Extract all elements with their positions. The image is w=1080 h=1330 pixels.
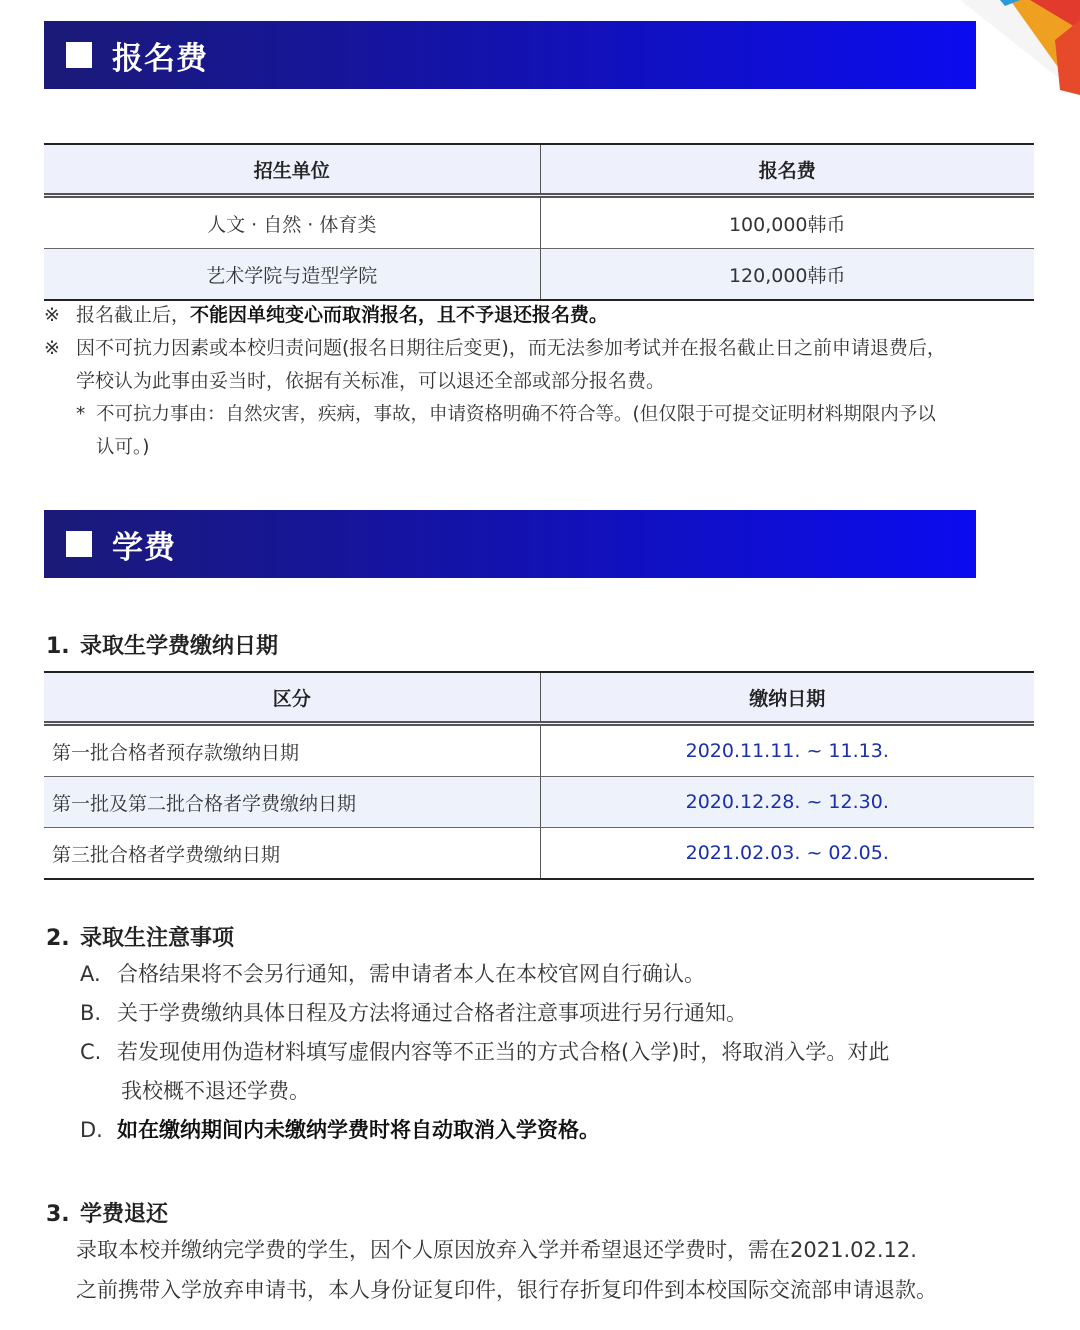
- section-title: 录取生学费缴纳日期: [80, 634, 279, 659]
- list-item: [80, 955, 1030, 994]
- list-item: [80, 1033, 1030, 1072]
- table-cell-date: 2020.12.28. ~ 12.30.: [540, 777, 1034, 828]
- fee-notes: [44, 299, 1034, 398]
- payment-date-table: [44, 671, 1034, 880]
- list-item-continued: [80, 1072, 1030, 1111]
- table-row: [44, 724, 1034, 777]
- list-text: 我校概不退还学费。: [121, 1079, 310, 1103]
- sub-note-mark: *: [76, 404, 86, 425]
- list-letter: C.: [80, 1040, 102, 1064]
- table-row: [44, 828, 1034, 880]
- fee-table: [44, 143, 1034, 301]
- sub-note-text-continued: 认可。): [96, 437, 150, 458]
- section-number: 1.: [46, 634, 70, 659]
- fee-banner: [44, 21, 976, 89]
- force-majeure-note: [76, 398, 1016, 464]
- note-item: [44, 332, 1034, 365]
- table-cell: 第三批合格者学费缴纳日期: [44, 828, 540, 880]
- paragraph-line: 录取本校并缴纳完学费的学生，因个人原因放弃入学并希望退还学费时，需在2021.02.12.: [76, 1238, 917, 1262]
- tuition-banner-title: 学费: [112, 529, 176, 566]
- list-letter: B.: [80, 1001, 102, 1025]
- square-icon: [66, 531, 92, 557]
- list-letter: D.: [80, 1118, 103, 1142]
- section-title: 学费退还: [80, 1202, 169, 1227]
- tuition-banner: [44, 510, 976, 578]
- list-item: [80, 994, 1030, 1033]
- note-bold-text: 不能因单纯变心而取消报名，且不予退还报名费。: [190, 304, 609, 326]
- table-row: [44, 777, 1034, 828]
- paragraph-line: 之前携带入学放弃申请书，本人身份证复印件，银行存折复印件到本校国际交流部申请退款。: [76, 1278, 937, 1302]
- table-cell: 人文 · 自然 · 体育类: [44, 196, 540, 249]
- table-cell: 艺术学院与造型学院: [44, 249, 540, 301]
- section-heading-payment-dates: [46, 629, 278, 660]
- list-text: 若发现使用伪造材料填写虚假内容等不正当的方式合格(入学)时，将取消入学。对此: [117, 1040, 890, 1064]
- section-number: 2.: [46, 926, 70, 951]
- column-header: 区分: [44, 672, 540, 724]
- column-header: 招生单位: [44, 144, 540, 196]
- table-cell-date: 2021.02.03. ~ 02.05.: [540, 828, 1034, 880]
- section-title: 录取生注意事项: [80, 926, 235, 951]
- list-item: [80, 1111, 1030, 1150]
- table-header-row: [44, 144, 1034, 196]
- note-text-continued: 学校认为此事由妥当时，依据有关标准，可以退还全部或部分报名费。: [76, 370, 666, 392]
- table-cell-date: 2020.11.11. ~ 11.13.: [540, 724, 1034, 777]
- table-cell: 第一批合格者预存款缴纳日期: [44, 724, 540, 777]
- section-heading-notices: [46, 921, 234, 952]
- list-text-bold: 如在缴纳期间内未缴纳学费时将自动取消入学资格。: [117, 1118, 600, 1142]
- refund-paragraph: [76, 1230, 1046, 1310]
- notice-list: [80, 955, 1030, 1150]
- table-cell: 100,000韩币: [540, 196, 1034, 249]
- note-mark: ※: [44, 304, 60, 326]
- table-row: [44, 196, 1034, 249]
- section-number: 3.: [46, 1202, 70, 1227]
- column-header: 缴纳日期: [540, 672, 1034, 724]
- column-header: 报名费: [540, 144, 1034, 196]
- list-text: 合格结果将不会另行通知，需申请者本人在本校官网自行确认。: [117, 962, 705, 986]
- section-heading-refund: [46, 1197, 168, 1228]
- note-item: [44, 299, 1034, 332]
- note-text: 因不可抗力因素或本校归责问题(报名日期往后变更)，而无法参加考试并在报名截止日之前申请退费后，: [76, 337, 946, 359]
- note-text: 报名截止后，: [76, 304, 191, 326]
- table-row: [44, 249, 1034, 301]
- square-icon: [66, 42, 92, 68]
- table-cell: 120,000韩币: [540, 249, 1034, 301]
- table-cell: 第一批及第二批合格者学费缴纳日期: [44, 777, 540, 828]
- corner-decoration: [960, 0, 1080, 95]
- table-header-row: [44, 672, 1034, 724]
- list-text: 关于学费缴纳具体日程及方法将通过合格者注意事项进行另行通知。: [117, 1001, 747, 1025]
- fee-banner-title: 报名费: [112, 40, 208, 77]
- list-letter: A.: [80, 962, 101, 986]
- note-mark: ※: [44, 337, 60, 359]
- sub-note-text: 不可抗力事由：自然灾害，疾病，事故，申请资格明确不符合等。(但仅限于可提交证明材料期限内予以: [96, 404, 936, 425]
